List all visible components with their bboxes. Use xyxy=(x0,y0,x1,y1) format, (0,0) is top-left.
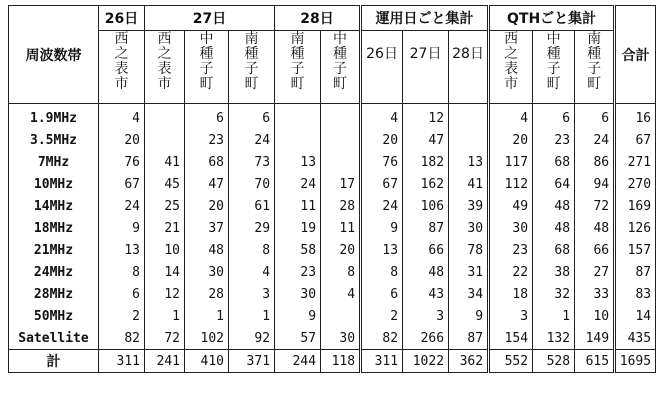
count-cell: 34 xyxy=(449,283,489,305)
count-cell: 72 xyxy=(145,327,185,350)
group-header-28: 28日 xyxy=(275,6,361,31)
count-cell: 82 xyxy=(361,327,403,350)
count-cell: 30 xyxy=(489,217,533,239)
count-cell: 67 xyxy=(99,173,145,195)
count-cell xyxy=(321,129,361,151)
count-cell: 47 xyxy=(403,129,449,151)
count-cell: 4 xyxy=(321,283,361,305)
table-row xyxy=(9,195,656,217)
total-cell: 311 xyxy=(99,350,145,373)
count-cell: 8 xyxy=(229,239,275,261)
count-cell: 23 xyxy=(185,129,229,151)
count-cell: 23 xyxy=(533,129,575,151)
count-cell: 4 xyxy=(229,261,275,283)
total-cell: 371 xyxy=(229,350,275,373)
count-cell: 20 xyxy=(99,129,145,151)
column-header-label: 西之表市 xyxy=(504,31,519,92)
table-row xyxy=(9,283,656,305)
count-cell: 270 xyxy=(615,173,656,195)
count-cell: 162 xyxy=(403,173,449,195)
count-cell: 33 xyxy=(575,283,615,305)
count-cell: 23 xyxy=(489,239,533,261)
count-cell: 8 xyxy=(99,261,145,283)
column-header xyxy=(275,31,321,104)
total-cell: 552 xyxy=(489,350,533,373)
count-cell: 182 xyxy=(403,151,449,173)
count-cell: 68 xyxy=(533,239,575,261)
count-cell: 41 xyxy=(449,173,489,195)
band-label: 7MHz xyxy=(9,151,99,173)
total-cell: 1695 xyxy=(615,350,656,373)
count-cell: 157 xyxy=(615,239,656,261)
count-cell: 24 xyxy=(275,173,321,195)
count-cell: 6 xyxy=(185,104,229,130)
count-cell: 87 xyxy=(449,327,489,350)
count-cell: 45 xyxy=(145,173,185,195)
count-cell: 37 xyxy=(185,217,229,239)
band-label: 24MHz xyxy=(9,261,99,283)
count-cell: 20 xyxy=(361,129,403,151)
count-cell: 154 xyxy=(489,327,533,350)
count-cell: 4 xyxy=(361,104,403,130)
count-cell: 271 xyxy=(615,151,656,173)
table-row xyxy=(9,217,656,239)
count-cell: 92 xyxy=(229,327,275,350)
count-cell: 70 xyxy=(229,173,275,195)
group-header-by-day: 運用日ごと集計 xyxy=(361,6,489,31)
count-cell: 39 xyxy=(449,195,489,217)
total-cell: 244 xyxy=(275,350,321,373)
table-row xyxy=(9,104,656,130)
count-cell: 8 xyxy=(321,261,361,283)
column-header-label: 28日 xyxy=(452,46,484,62)
column-header-label: 西之表市 xyxy=(157,31,172,92)
count-cell: 9 xyxy=(449,305,489,327)
count-cell: 27 xyxy=(575,261,615,283)
count-cell xyxy=(275,104,321,130)
count-cell xyxy=(321,305,361,327)
count-cell: 12 xyxy=(403,104,449,130)
table-row xyxy=(9,305,656,327)
count-cell: 1 xyxy=(229,305,275,327)
count-cell: 48 xyxy=(403,261,449,283)
count-cell: 435 xyxy=(615,327,656,350)
count-cell: 68 xyxy=(533,151,575,173)
band-label: 3.5MHz xyxy=(9,129,99,151)
count-cell: 169 xyxy=(615,195,656,217)
count-cell: 48 xyxy=(533,217,575,239)
column-header-label: 27日 xyxy=(409,46,442,62)
count-cell: 11 xyxy=(321,217,361,239)
total-cell: 241 xyxy=(145,350,185,373)
band-label: 10MHz xyxy=(9,173,99,195)
count-cell: 67 xyxy=(361,173,403,195)
count-cell: 18 xyxy=(489,283,533,305)
count-cell: 3 xyxy=(403,305,449,327)
table-row xyxy=(9,239,656,261)
count-cell: 24 xyxy=(575,129,615,151)
count-cell: 66 xyxy=(575,239,615,261)
count-cell: 29 xyxy=(229,217,275,239)
count-cell: 16 xyxy=(615,104,656,130)
count-cell: 2 xyxy=(361,305,403,327)
count-cell: 94 xyxy=(575,173,615,195)
band-label: 1.9MHz xyxy=(9,104,99,130)
total-cell: 615 xyxy=(575,350,615,373)
column-header xyxy=(533,31,575,104)
count-cell: 83 xyxy=(615,283,656,305)
count-cell: 25 xyxy=(145,195,185,217)
count-cell: 13 xyxy=(99,239,145,261)
count-cell: 78 xyxy=(449,239,489,261)
count-cell: 9 xyxy=(275,305,321,327)
count-cell: 6 xyxy=(575,104,615,130)
total-cell: 410 xyxy=(185,350,229,373)
count-cell: 24 xyxy=(99,195,145,217)
count-cell: 28 xyxy=(321,195,361,217)
column-header-label: 中種子町 xyxy=(333,31,348,92)
count-cell: 48 xyxy=(185,239,229,261)
count-cell: 1 xyxy=(145,305,185,327)
column-header xyxy=(145,31,185,104)
count-cell: 43 xyxy=(403,283,449,305)
count-cell: 82 xyxy=(99,327,145,350)
count-cell: 126 xyxy=(615,217,656,239)
count-cell: 13 xyxy=(275,151,321,173)
band-column-header: 周波数帯 xyxy=(9,6,99,104)
count-cell: 30 xyxy=(321,327,361,350)
count-cell: 31 xyxy=(449,261,489,283)
count-cell: 24 xyxy=(361,195,403,217)
count-cell: 20 xyxy=(489,129,533,151)
count-cell: 20 xyxy=(185,195,229,217)
count-cell: 86 xyxy=(575,151,615,173)
table-row xyxy=(9,173,656,195)
column-header-label: 南種子町 xyxy=(587,31,602,92)
table-row xyxy=(9,261,656,283)
group-header-27: 27日 xyxy=(145,6,275,31)
total-cell: 1022 xyxy=(403,350,449,373)
count-cell: 3 xyxy=(229,283,275,305)
column-header xyxy=(575,31,615,104)
group-header-row xyxy=(9,6,656,31)
count-cell: 11 xyxy=(275,195,321,217)
group-header-by-qth: QTHごと集計 xyxy=(489,6,615,31)
count-cell xyxy=(275,129,321,151)
column-header xyxy=(361,31,403,104)
band-label: 14MHz xyxy=(9,195,99,217)
count-cell: 14 xyxy=(145,261,185,283)
band-label: 18MHz xyxy=(9,217,99,239)
count-cell xyxy=(449,129,489,151)
frequency-count-table xyxy=(8,5,656,373)
count-cell: 6 xyxy=(229,104,275,130)
group-header-26: 26日 xyxy=(99,6,145,31)
count-cell xyxy=(145,104,185,130)
column-header-row xyxy=(9,31,656,104)
band-label: 28MHz xyxy=(9,283,99,305)
count-cell xyxy=(321,151,361,173)
count-cell: 8 xyxy=(361,261,403,283)
count-cell: 68 xyxy=(185,151,229,173)
count-cell xyxy=(145,129,185,151)
count-cell: 32 xyxy=(533,283,575,305)
count-cell: 4 xyxy=(489,104,533,130)
column-header xyxy=(403,31,449,104)
column-header-label: 南種子町 xyxy=(244,31,259,92)
column-header-label: 中種子町 xyxy=(199,31,214,92)
table-row xyxy=(9,151,656,173)
count-cell: 58 xyxy=(275,239,321,261)
count-cell: 14 xyxy=(615,305,656,327)
count-cell: 48 xyxy=(533,195,575,217)
total-cell: 528 xyxy=(533,350,575,373)
count-cell: 38 xyxy=(533,261,575,283)
count-cell: 64 xyxy=(533,173,575,195)
count-cell: 266 xyxy=(403,327,449,350)
count-cell: 112 xyxy=(489,173,533,195)
column-header xyxy=(449,31,489,104)
column-header xyxy=(229,31,275,104)
count-cell: 17 xyxy=(321,173,361,195)
total-row-label: 計 xyxy=(9,350,99,373)
count-cell: 4 xyxy=(99,104,145,130)
column-header xyxy=(489,31,533,104)
count-cell: 49 xyxy=(489,195,533,217)
count-cell: 28 xyxy=(185,283,229,305)
count-cell: 3 xyxy=(489,305,533,327)
count-cell: 10 xyxy=(145,239,185,261)
count-cell: 57 xyxy=(275,327,321,350)
count-cell: 67 xyxy=(615,129,656,151)
count-cell: 6 xyxy=(99,283,145,305)
count-cell: 30 xyxy=(449,217,489,239)
count-cell: 10 xyxy=(575,305,615,327)
total-row xyxy=(9,350,656,373)
count-cell: 13 xyxy=(449,151,489,173)
count-cell: 47 xyxy=(185,173,229,195)
count-cell: 22 xyxy=(489,261,533,283)
total-cell: 362 xyxy=(449,350,489,373)
total-cell: 311 xyxy=(361,350,403,373)
count-cell: 102 xyxy=(185,327,229,350)
column-header xyxy=(99,31,145,104)
count-cell: 1 xyxy=(185,305,229,327)
total-column-header: 合計 xyxy=(615,6,656,104)
count-cell: 106 xyxy=(403,195,449,217)
count-cell: 6 xyxy=(361,283,403,305)
band-label: 50MHz xyxy=(9,305,99,327)
count-cell: 66 xyxy=(403,239,449,261)
count-cell: 41 xyxy=(145,151,185,173)
count-cell: 61 xyxy=(229,195,275,217)
count-cell: 20 xyxy=(321,239,361,261)
count-cell: 24 xyxy=(229,129,275,151)
table-body xyxy=(9,104,656,373)
column-header-label: 26日 xyxy=(366,46,398,62)
count-cell: 76 xyxy=(361,151,403,173)
count-cell: 132 xyxy=(533,327,575,350)
count-cell: 30 xyxy=(185,261,229,283)
column-header-label: 中種子町 xyxy=(546,31,561,92)
band-label: Satellite xyxy=(9,327,99,350)
column-header-label: 南種子町 xyxy=(290,31,305,92)
count-cell: 21 xyxy=(145,217,185,239)
count-cell xyxy=(321,104,361,130)
count-cell: 73 xyxy=(229,151,275,173)
count-cell: 9 xyxy=(99,217,145,239)
count-cell: 9 xyxy=(361,217,403,239)
table-row xyxy=(9,327,656,350)
table-row xyxy=(9,129,656,151)
count-cell: 30 xyxy=(275,283,321,305)
count-cell: 1 xyxy=(533,305,575,327)
count-cell xyxy=(449,104,489,130)
count-cell: 72 xyxy=(575,195,615,217)
total-cell: 118 xyxy=(321,350,361,373)
count-cell: 149 xyxy=(575,327,615,350)
count-cell: 19 xyxy=(275,217,321,239)
column-header xyxy=(185,31,229,104)
band-label: 21MHz xyxy=(9,239,99,261)
column-header-label: 西之表市 xyxy=(114,31,129,92)
column-header xyxy=(321,31,361,104)
count-cell: 23 xyxy=(275,261,321,283)
count-cell: 117 xyxy=(489,151,533,173)
count-cell: 87 xyxy=(615,261,656,283)
count-cell: 76 xyxy=(99,151,145,173)
count-cell: 13 xyxy=(361,239,403,261)
count-cell: 2 xyxy=(99,305,145,327)
count-cell: 12 xyxy=(145,283,185,305)
count-cell: 87 xyxy=(403,217,449,239)
count-cell: 6 xyxy=(533,104,575,130)
count-cell: 48 xyxy=(575,217,615,239)
